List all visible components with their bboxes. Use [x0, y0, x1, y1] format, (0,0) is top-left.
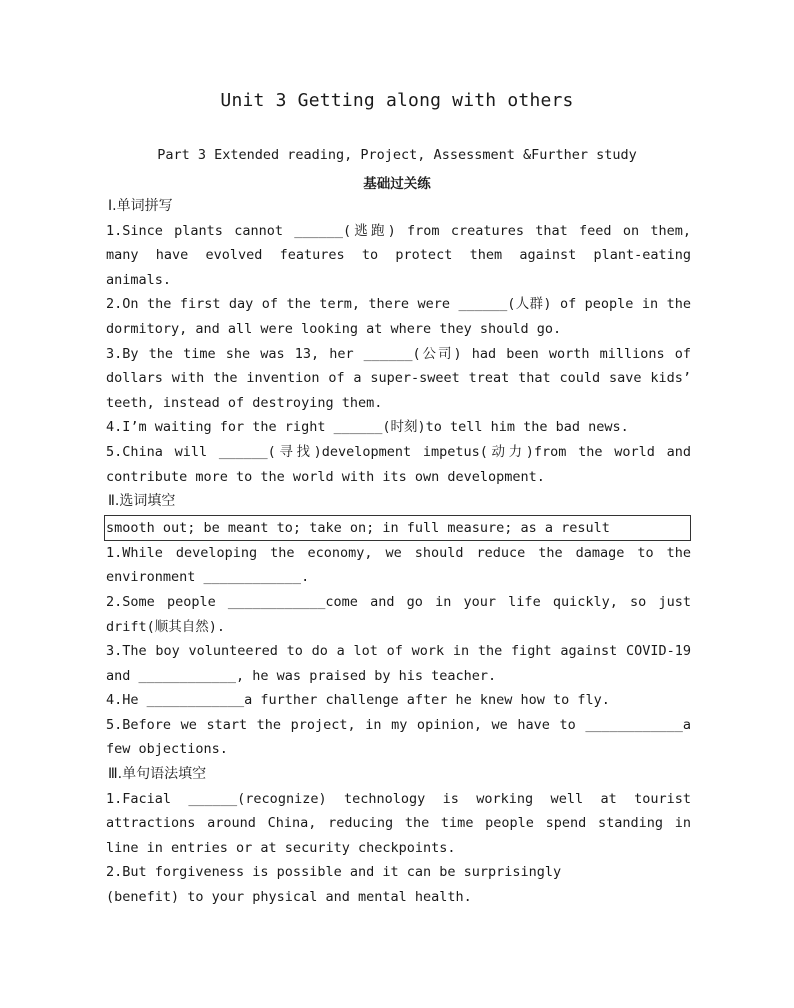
question-item: 5.Before we start the project, in my opinion, we have to ____________a few objections. — [106, 716, 691, 758]
exercise-set-title: 基础过关练 — [363, 176, 431, 192]
section-heading-word-choice: Ⅱ.选词填空 — [108, 493, 176, 510]
question-item: 3.The boy volunteered to do a lot of work in the fight against COVID-19 and ____________, he was praised by his teacher. — [106, 643, 691, 684]
question-item: 2.Some people ____________come and go in your life quickly, so just drift(顺其自然). — [106, 593, 691, 635]
section-heading-spelling: Ⅰ.单词拼写 — [108, 198, 173, 214]
section-heading-grammar: Ⅲ.单句语法填空 — [108, 766, 207, 783]
question-item: 1.While developing the economy, we should reduce the damage to the environment ____________. — [106, 544, 691, 586]
question-item: 1.Since plants cannot ______(逃跑) from creatures that feed on them, many have evolved features to protect them against plant-eating animals. — [106, 222, 691, 288]
question-item: 3.By the time she was 13, her ______(公司) had been worth millions of dollars with the invention of a super-sweet treat that could save kids’ teeth, instead of destroying them. — [106, 345, 691, 411]
question-item-continuation: (benefit) to your physical and mental health. — [106, 889, 472, 906]
question-item: 2.But forgiveness is possible and it can be surprisingly — [106, 864, 562, 881]
question-item: 4.He ____________a further challenge after he knew how to fly. — [106, 692, 610, 709]
word-bank-box: smooth out; be meant to; take on; in full measure; as a result — [104, 515, 691, 541]
question-item: 4.I’m waiting for the right ______(时刻)to tell him the bad news. — [106, 419, 629, 436]
question-item: 2.On the first day of the term, there were ______(人群) of people in the dormitory, and all were looking at where they should go. — [106, 296, 691, 337]
unit-title: Unit 3 Getting along with others — [220, 90, 574, 111]
question-item: 1.Facial ______(recognize) technology is working well at tourist attractions around China, reducing the time people spend standing in line in entries or at security checkpoints. — [106, 790, 691, 856]
exercise-content — [106, 194, 691, 910]
part-subtitle: Part 3 Extended reading, Project, Assessment &Further study — [157, 147, 637, 163]
question-item: 5.China will ______(寻找)development impetus(动力)from the world and contribute more to the world with its own development. — [106, 443, 691, 485]
